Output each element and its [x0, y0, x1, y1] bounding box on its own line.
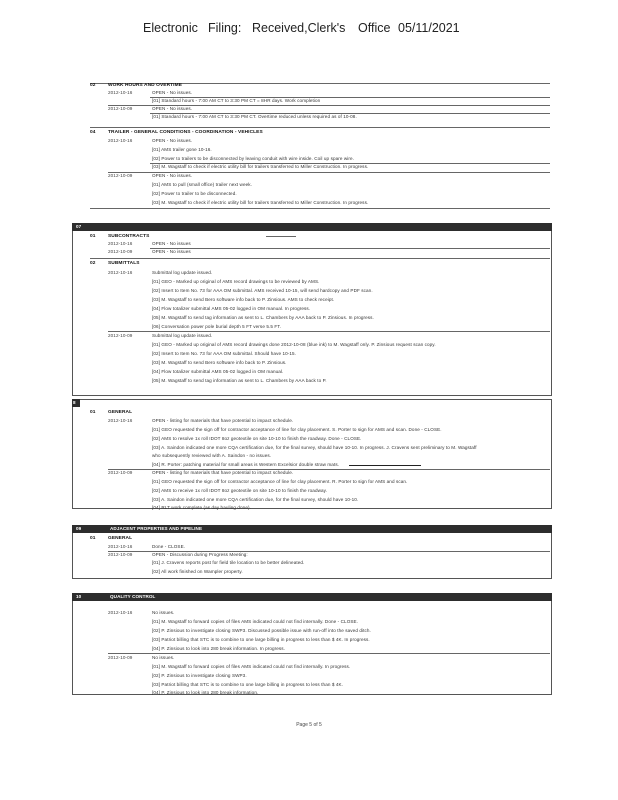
item-title: SUBCONTRACTS [108, 234, 150, 239]
entry-line: [04] RLT work complete (as day hauling done). [152, 505, 251, 510]
divider [108, 653, 550, 654]
entry-line: [01] AMS trailer gone 10-16. [152, 147, 212, 152]
divider [90, 127, 550, 128]
entry-status: OPEN - No issues. [152, 173, 193, 178]
entry-line: [06] Conversation power pole burial depth 5 FT verse 5.5 FT. [152, 324, 282, 329]
entry-line: [01] GEO requested the sign off for contractor acceptance of line for clay placement. S. Porter to sign for AMS and scan. Done - CLOSE. [152, 427, 442, 432]
entry-line: [04] P. Zinsious to look into 280 break information. [152, 690, 259, 695]
entry-line: [01] GEO - Marked up original of AMS record drawings done 2012-10-08 (blue ink) to M. Wagstaff only. P. Zinsious request scan copy. [152, 342, 436, 347]
entry-line: [03] A. Saindon indicated one more CQA certification due, for the final survey, should have 10-10. In progress. J. Cravens sent preliminary to M. Wagstaff [152, 445, 477, 450]
entry-line: [05] M. Wagstaff to send tag information as sent to L. Chambers by AAA back to P. [152, 378, 327, 383]
entry-date: 2012-10-16 [108, 544, 133, 549]
entry-line: [03] A. Saindon indicated one more CQA certification due, for the final survey, should have 10-10. [152, 497, 359, 502]
divider [90, 208, 550, 209]
stamp-date: 05/11/2021 [398, 21, 460, 35]
section-09-box [72, 525, 552, 579]
item-number: 02 [90, 83, 96, 88]
entry-date: 2012-10-09 [108, 470, 133, 475]
page-number: Page 5 of 5 [296, 722, 322, 728]
entry-status: Submittal log update issued. [152, 270, 213, 275]
entry-line: [02] AMS to receive 1x roll IDOT 8oz geotextile on site 10-10 to finish the roadway. [152, 488, 328, 493]
entry-status: OPEN - No issues. [152, 138, 193, 143]
entry-line: [02] AMS to resolve 1x roll IDOT 8oz geotextile on site 10-10 to finish the roadway. Done - CLOSE. [152, 436, 362, 441]
entry-date: 2012-10-16 [108, 138, 133, 143]
entry-line: [02] Insert to Item No. 73 for AAA OM submittal. AMS received 10-15, will send hardcopy and PDF scan. [152, 288, 373, 293]
section-number: 8 [73, 400, 76, 405]
item-title: GENERAL [108, 410, 133, 415]
entry-line: [03] M. Wagstaff to send Bero software info back to P. Zinsious. AMS to check receipt. [152, 297, 335, 302]
section-number: 09 [76, 526, 82, 531]
item-title: TRAILER - GENERAL CONDITIONS - COORDINATION - VEHICLES [108, 130, 263, 135]
entry-line: [03] M. Wagstaff to check if electric utility bill for trailers transferred to Miller Construction. In progress. [152, 164, 369, 169]
section-10-header [72, 593, 552, 601]
entry-line: [01] Standard hours - 7:00 AM CT to 3:30 PM CT = 8HR days. Work completion [152, 97, 321, 103]
entry-date: 2012-10-16 [108, 241, 133, 246]
entry-line: who subsequently reviewed with A. Saindon - no issues. [152, 453, 272, 458]
entry-date: 2012-10-09 [108, 106, 133, 111]
entry-line: [01] GEO - Marked up original of AMS record drawings to be reviewed by AMS. [152, 279, 320, 284]
entry-line: [01] GEO requested the sign off for contractor acceptance of line for clay placement. R. Porter to sign for AMS and scan. [152, 479, 408, 484]
entry-line: [01] M. Wagstaff to forward copies of files AMS indicated could not find internally. Done - CLOSE. [152, 619, 359, 624]
item-number: 04 [90, 130, 96, 135]
entry-status: OPEN - No issues. [152, 90, 193, 95]
entry-line: [03] Patriot billing that STC is to combine to one large billing in progress to less than $ 4K. [152, 682, 344, 687]
filing-stamp [0, 21, 618, 37]
entry-date: 2012-10-09 [108, 249, 133, 254]
section-07-header [72, 223, 552, 231]
entry-status: OPEN - No issues [152, 241, 191, 246]
item-number: 01 [90, 234, 96, 239]
entry-line: [04] Flow totalizer submittal AMS 05-02 logged in OM manual. [152, 369, 284, 374]
stamp-word-filing: Filing: [208, 21, 242, 35]
stamp-word-office: Office [358, 21, 391, 35]
item-number: 01 [90, 410, 96, 415]
entry-line: [05] M. Wagstaff to send tag information as sent to L. Chambers by AAA back to P. Zinsious. In progress. [152, 315, 374, 320]
entry-date: 2012-10-16 [108, 90, 133, 95]
entry-date: 2012-10-09 [108, 333, 133, 338]
section-title: QUALITY CONTROL [110, 594, 156, 599]
item-title: GENERAL [108, 536, 133, 541]
section-number: 07 [76, 224, 82, 229]
entry-line: [01] M. Wagstaff to forward copies of files AMS indicated could not find internally. In progress. [152, 664, 351, 669]
divider [266, 236, 296, 237]
entry-date: 2012-10-09 [108, 552, 133, 557]
entry-date: 2012-10-16 [108, 270, 133, 275]
stamp-word-received: Received,Clerk's [252, 21, 346, 35]
entry-date: 2012-10-16 [108, 610, 133, 615]
item-number: 01 [90, 536, 96, 541]
entry-status: OPEN - Discussion during Progress Meeting: [152, 552, 248, 557]
entry-line: [02] Power to trailers to be disconnected by leaving conduit with wire inside. Coil up spare wire. [152, 156, 355, 161]
entry-date: 2012-10-09 [108, 655, 133, 660]
section-number: 10 [76, 594, 82, 599]
entry-line: [02] Insert to Item No. 73 for AAA OM submittal. Should have 10-15. [152, 351, 297, 356]
entry-status: Submittal log update issued. [152, 333, 213, 338]
entry-line: [02] Power to trailer to be disconnected. [152, 191, 237, 196]
item-number: 02 [90, 261, 96, 266]
section-title: ADJACENT PROPERTIES AND PIPELINE [110, 526, 203, 531]
entry-line: [04] Flow totalizer submittal AMS 05-02 logged in OM manual. In progress. [152, 306, 311, 311]
divider [108, 331, 550, 332]
entry-line: [03] Patriot billing that STC is to combine to one large billing in progress to less than $ 4K. In progress. [152, 637, 370, 642]
entry-date: 2012-10-16 [108, 418, 133, 423]
section-10-box [72, 593, 552, 695]
entry-line: [01] AMS to pull (small office) trailer next week. [152, 182, 253, 187]
entry-line: [03] M. Wagstaff to send Bero software info back to P. Zinsious. [152, 360, 287, 365]
entry-line: [01] Standard hours - 7:00 AM CT to 3:30 PM CT. Overtime reduced unless required as of 10-08. [152, 114, 357, 119]
entry-line: [04] R. Porter: patching material for small areas is Western Excelsior double straw mats. [152, 462, 340, 467]
entry-status: OPEN - No issues. [152, 106, 193, 111]
entry-date: 2012-10-09 [108, 173, 133, 178]
item-title: SUBMITTALS [108, 261, 140, 266]
stamp-word-electronic: Electronic [143, 21, 198, 35]
entry-status: Done - CLOSE. [152, 544, 186, 549]
section-09-header [72, 525, 552, 533]
entry-line: [03] M. Wagstaff to check if electric utility bill for trailers transferred to Miller Construction. In progress. [152, 200, 369, 205]
meeting-minutes-page [72, 78, 552, 728]
entry-line: [01] J. Cravens reports post for field tile location to be better delineated. [152, 560, 305, 565]
item-title: WORK HOURS AND OVERTIME [108, 83, 182, 88]
entry-status: No issues. [152, 655, 175, 660]
entry-line: [02] P. Zinsious to investigate closing SWP3. Discussed possible issue with run-off into the saved ditch. [152, 628, 371, 633]
entry-status: OPEN - No issues [152, 249, 191, 254]
entry-status: OPEN - listing for materials that have potential to impact schedule. [152, 418, 294, 423]
entry-status: No issues. [152, 610, 175, 615]
strikethrough-mark [349, 465, 421, 466]
entry-line: [02] P. Zinsious to investigate closing SWP3. [152, 673, 247, 678]
entry-status: OPEN - listing for materials that have potential to impact schedule. [152, 470, 294, 475]
divider [90, 258, 550, 259]
section-08-header [72, 399, 80, 407]
entry-line: [04] P. Zinsious to look into 280 break information. In progress. [152, 646, 286, 651]
entry-line: [02] All work finished on Wampler property. [152, 569, 243, 574]
divider [150, 248, 550, 249]
